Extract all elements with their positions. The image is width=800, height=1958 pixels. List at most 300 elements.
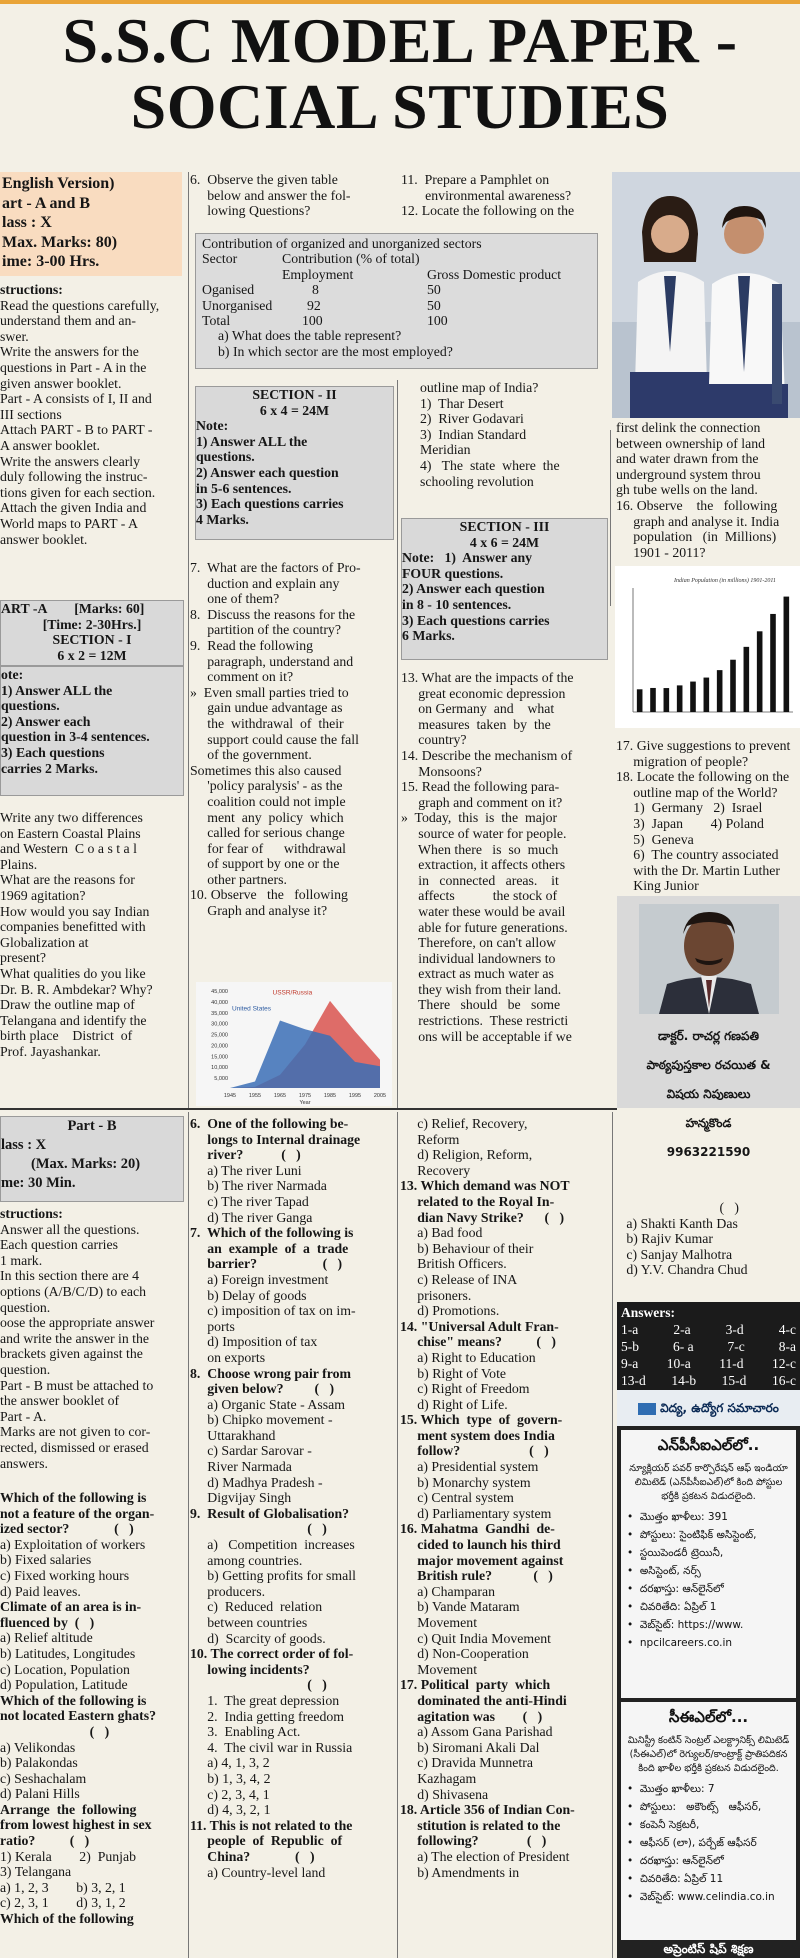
question-line: 1901 - 2011? [616,544,706,560]
notice-heading: ఎన్‌పీసీఐఎల్‌లో.. [657,1436,760,1454]
question-line: in connected areas. it [401,872,559,888]
question-line: ment system does India [400,1427,555,1443]
question-line: 3. Enabling Act. [190,1724,301,1740]
question-line: water these would be avail [401,903,566,919]
question-line: 14. "Universal Adult Fran- [400,1318,559,1334]
header-line: lass : X [2,214,52,231]
notice-bullet: • వెబ్‌సైట్: https://www. [627,1619,744,1631]
instruction-line: Part - A consists of I, II and [0,391,152,407]
instruction-line: given answer booklet. [0,375,122,391]
question-line: people of Republic of [190,1833,343,1849]
question-line: a) Shakti Kanth Das [616,1215,738,1231]
instruction-line: Read the questions carefully, [0,297,160,313]
question-line: partition of the country? [190,622,341,638]
section-line: 3) Each questions carries [196,496,344,512]
question-line: » Today, this is the major [401,810,558,826]
question-line: c) Location, Population [0,1661,130,1677]
x-tick-label: 1945 [223,1093,237,1099]
question-line: 6. Observe the given table [190,172,338,187]
question-line: b) Delay of goods [190,1287,307,1303]
question-line: longs to Internal drainage [190,1131,361,1147]
instruction-line: Part - A. [0,1408,47,1424]
instruction-line: Answer all the questions. [0,1221,140,1237]
section3-questions [401,670,609,1044]
question-line: 4. The civil war in Russia [190,1739,353,1755]
population-bar [690,682,696,712]
question-line: Movement [400,1615,478,1630]
population-bar [664,688,670,712]
question-line: country? [401,732,467,748]
question-line: b) Vande Mataram [400,1599,520,1615]
instruction-line: questions in Part - A in the [0,359,147,375]
question-line: a) Exploitation of workers [0,1536,146,1552]
question-line: the withdrawal of their [190,715,344,731]
exam-header-box [0,172,182,276]
x-tick-label: 1975 [298,1093,312,1099]
question-line: c) The river Tapad [190,1193,309,1209]
question-line: d) The river Ganga [190,1209,313,1225]
question-line: Recovery [400,1162,471,1178]
question-line: King Junior [616,878,699,894]
notice-bullet: • వెబ్‌సైట్: www.celindia.co.in [627,1891,775,1903]
question-line: Monsoons? [401,763,482,779]
question-line: d) Madhya Pradesh - [190,1474,323,1490]
section2-box [195,386,394,540]
y-tick-label: 25,000 [211,1032,228,1039]
part-a-line: 6 x 2 = 12M [57,647,127,663]
question-line: c) Quit India Movement [400,1630,551,1646]
question-line: ( ) [190,1521,327,1537]
question-line: on Eastern Coastal Plains [0,825,141,841]
notice-intro-line: భర్తీకి ప్రకటన విడుదలైంది. [661,1491,756,1502]
author-line: డాక్టర్. రాచర్ల గణపతి [658,1029,759,1043]
question-line: measures taken by the [401,716,551,732]
question-line: 7. Which of the following is [190,1225,354,1241]
section-line: questions. [196,449,255,465]
note-line: ote: [1,667,24,682]
question-line: barrier? ( ) [190,1256,343,1272]
instruction-line: oose the appropriate answer [0,1315,155,1331]
question-line: c) Seshachalam [0,1770,87,1786]
x-tick-label: 1995 [348,1093,362,1099]
question-line: Which of the following is [0,1490,147,1505]
question-line: 14. Describe the mechanism of [401,747,573,763]
question-line: gain undue advantage as [190,700,343,716]
y-tick-label: 15,000 [211,1054,228,1061]
question-line: ment any policy which [190,809,344,825]
author-line: 9963221590 [666,1145,751,1159]
population-bar [784,597,790,712]
instruction-line: Marks are not given to cor- [0,1424,151,1440]
question-line: 10. Observe the following [190,887,348,903]
sectors-table [195,233,598,369]
question-line: Which of the following is [0,1692,147,1708]
note-line: questions. [1,698,60,714]
question-line: prisoners. [400,1287,472,1303]
instruction-line: Write the answers clearly [0,453,141,469]
instruction-line: understand them and an- [0,313,137,329]
question-line: 11. This is not related to the [190,1817,353,1833]
note-line: 1) Answer ALL the [1,682,113,698]
question-line: Dr. B. R. Ambdekar? Why? [0,981,153,997]
question-line: Kazhagam [400,1770,477,1786]
section-line: in 8 - 10 sentences. [402,596,512,612]
section-line: SECTION - III [459,519,550,534]
question-line: 17. Give suggestions to prevent [616,738,791,753]
part-b-col4-questions [616,1200,800,1278]
section-line: 2) Answer each question [196,464,339,480]
question-line: d) Right of Life. [400,1396,508,1412]
notice-bullet: • దరఖాస్తు: ఆన్‌లైన్‌లో [627,1855,724,1867]
question-line: Arrange the following [0,1801,137,1817]
instruction-line: answer booklet. [0,531,88,547]
section-line: 3) Each questions carries [402,612,550,628]
section-line: 1) Answer ALL the [196,433,308,449]
answers-heading: Answers: [621,1305,675,1320]
part-b-line: me: 30 Min. [1,1175,76,1191]
map-item: 4) The state where the [420,457,560,473]
answer-item: 2-a [673,1322,691,1337]
table-row: Unorganised 92 50 [202,297,441,313]
notice-intro-line: లిమిటెడ్ (ఎన్‌పీసీఐఎల్)లో కింది పోస్టుల [634,1477,783,1488]
question-line: 17. Political party which [400,1677,551,1693]
question-line: a) Champaran [400,1583,496,1599]
question-line: a) Relief altitude [0,1630,93,1646]
question-line: graph and comment on it? [401,794,563,810]
question-line: 2. India getting freedom [190,1708,345,1724]
answers-row [621,1355,796,1372]
area-chart-svg [196,982,392,1106]
question-line: What are the reasons for [0,872,135,888]
part-b-line: Part - B [67,1118,117,1134]
table-header-employment: Employment [282,266,354,282]
instruction-line: Write the answers for the [0,344,139,360]
section2-questions [190,560,395,919]
note-line: 2) Answer each [1,713,91,729]
population-bar [770,614,776,712]
answers-row [621,1321,796,1338]
question-line: Climate of an area is in- [0,1599,142,1615]
notice-intro-line: కింది ఖాళీల భర్తీకి ప్రకటన విడుదలైంది. [638,1763,779,1774]
notice-footer: అప్రెంటిస్ షిప్ శిక్షణ [621,1940,796,1958]
legend-us: United States [232,1005,272,1013]
question-line: 5) Geneva [616,831,694,847]
notice-intro-line: (సీఈఎల్)లో రెగ్యులర్/కాంట్రాక్ట్ ప్రాతిపదికన [629,1749,788,1760]
question-line: Prof. Jayashankar. [0,1043,101,1059]
section-line: 2) Answer each question [402,581,545,597]
question-line: between countries [190,1615,308,1630]
question-line: graph and analyse it. India [616,513,780,529]
question-line: environmental awareness? [401,187,572,203]
question-line: for fear of withdrawal [190,840,346,856]
question-line: Which of the following [0,1911,134,1927]
instruction-line: brackets given against the [0,1346,143,1362]
section-line: in 5-6 sentences. [196,480,292,496]
y-tick-label: 40,000 [211,999,228,1006]
instruction-line: duly following the instruc- [0,469,148,485]
question-line: Uttarakhand [190,1427,276,1443]
question-line: they wish from their land. [401,981,562,997]
question-line: a) Right to Education [400,1349,536,1365]
q6-intro [190,172,395,219]
q15-continued-and-q16 [616,420,800,560]
x-tick-label: 1965 [273,1093,287,1099]
question-line: producers. [190,1583,266,1599]
notice-bullet: • అసిస్టెంట్, నర్స్ [627,1565,701,1577]
question-line: a) Velikondas [0,1739,76,1755]
part-b-line: lass : X [1,1137,47,1153]
question-line: ports [190,1318,235,1334]
population-bar [704,678,710,712]
instruction-line: World maps to PART - A [0,515,138,531]
question-line: paragraph, understand and [190,653,354,669]
question-line: given below? ( ) [190,1381,335,1397]
stockpile-area-chart [196,982,392,1106]
instruction-line: Attach the given India and [0,500,147,516]
answer-item: 1-a [621,1322,639,1337]
question-line: duction and explain any [190,575,340,591]
question-line: b) Fixed salaries [0,1552,92,1568]
cel-notice [621,1702,796,1958]
question-line: ized sector? ( ) [0,1521,134,1537]
column-rule [612,1112,613,1958]
section-line: 4 x 6 = 24M [469,534,540,550]
question-line: related to the Royal In- [400,1193,555,1209]
npcil-notice [621,1430,796,1698]
question-line: a) Foreign investment [190,1271,329,1287]
question-line: following? ( ) [400,1833,547,1849]
question-line: below and answer the fol- [190,187,351,203]
question-line: c) Sanjay Malhotra [616,1246,733,1262]
question-line: stitution is related to the [400,1817,561,1833]
section-line: Note: 1) Answer any [402,550,533,566]
instructions-block [0,282,186,547]
question-line: a) 4, 1, 3, 2 [190,1755,270,1771]
question-line: c) Relief, Recovery, [400,1116,528,1131]
instruction-line: Part - B must be attached to [0,1377,154,1393]
question-line: 1. The great depression [190,1692,340,1708]
notice-bullet: • మొత్తం ఖాళీలు: 391 [627,1511,728,1523]
question-line: British Officers. [400,1256,507,1272]
question-line: b) Right of Vote [400,1365,507,1381]
question-line: 15. Which type of govern- [400,1412,563,1428]
question-line: Graph and analyse it? [190,903,328,919]
part-b-col2-questions [190,1116,396,1880]
question-line: ( ) [616,1200,740,1215]
question-line: affects the stock of [401,888,558,904]
question-line: source of water for people. [401,825,567,841]
part-b-box [0,1116,184,1202]
notice-intro-line: న్యూక్లియర్ పవర్ కార్పొరేషన్ ఆఫ్ ఇండియా [629,1463,788,1474]
question-line: d) Y.V. Chandra Chud [616,1262,748,1278]
question-line: on Germany and what [401,701,555,717]
question-line: present? [0,950,46,966]
notice-bullet: • పోస్టులు: సైంటిఫిక్ అసిస్టెంట్, [627,1529,757,1541]
question-line: Telangana and identify the [0,1012,147,1028]
section3-box [401,518,608,660]
part-b-instructions [0,1206,186,1471]
top-accent-bar [0,0,800,4]
answer-item: 9-a [621,1356,639,1371]
question-line: 1) Germany 2) Israel [616,800,763,816]
q12-map-items [420,380,606,489]
answer-item: 4-c [778,1322,796,1337]
question-line: c) Release of INA [400,1271,518,1287]
author-line: హన్మకొండ [685,1116,732,1130]
notice-bullet: • పోస్టులు: అకౌంట్స్ ఆఫీసర్, [627,1801,762,1813]
instruction-line: Each question carries [0,1237,118,1253]
q17-q18 [616,738,800,894]
table-row: Oganised 8 50 [202,282,441,298]
question-line: b) Amendments in [400,1864,520,1880]
question-line: major movement against [400,1552,564,1568]
question-line: 3) Japan 4) Poland [616,815,764,831]
question-line: a) Country-level land [190,1864,326,1880]
section-line: 6 Marks. [402,628,455,644]
notice-bullet: • ఆఫీసర్ (లా), పర్చేజ్ ఆఫీసర్ [627,1837,757,1849]
question-line: a) Organic State - Assam [190,1396,345,1412]
question-line: 13. Which demand was NOT [400,1178,570,1194]
question-line: a) The river Luni [190,1162,302,1178]
question-line: 'policy paralysis' - as the [190,778,343,794]
map-item: schooling revolution [420,473,534,489]
question-line: c) Reduced relation [190,1599,323,1615]
question-line: lowing incidents? [190,1661,310,1677]
answers-row [621,1372,796,1389]
population-bar [730,660,736,712]
question-line: How would you say Indian [0,903,150,919]
answer-item: 13-d [621,1373,646,1388]
notice-intro-line: మినిస్ట్రీ కంటిన్ సెంట్రల్ ఎలక్ట్రానిక్స్ లిమిటెడ్ [627,1735,790,1746]
question-line: b) Latitudes, Longitudes [0,1645,136,1661]
question-line: 12. Locate the following on the [401,203,575,219]
question-line: a) Presidential system [400,1459,539,1475]
map-item: 2) River Godavari [420,411,524,427]
map-item: 3) Indian Standard [420,426,527,442]
y-tick-label: 10,000 [211,1065,228,1072]
question-line: chise" means? ( ) [400,1334,556,1350]
x-tick-label: 1955 [248,1093,262,1099]
question-line: extract as much water as [401,966,554,982]
instruction-line: Attach PART - B to PART - [0,422,153,438]
notice-heading: సీఈఎల్‌లో... [668,1708,749,1726]
question-line: agitation was ( ) [400,1708,543,1724]
question-line: d) Population, Latitude [0,1677,128,1693]
question-line: 11. Prepare a Pamphlet on [401,172,550,187]
question-line: between ownership of land [616,435,766,451]
question-line: d) Scarcity of goods. [190,1630,326,1646]
question-line: a) The election of President [400,1848,570,1864]
question-line: b) Siromani Akali Dal [400,1739,540,1755]
section1-questions [0,810,186,1060]
question-line: 6. One of the following be- [190,1116,349,1131]
question-line: outline map of the World? [616,784,778,800]
question-line: companies benefitted with [0,919,146,935]
question-line: 1969 agitation? [0,887,86,903]
population-chart-svg [615,566,800,728]
question-line: 7. What are the factors of Pro- [190,560,361,575]
legend-ussr: USSR/Russia [272,989,313,997]
question-line: underground system throu [616,466,761,482]
question-line: b) Palakondas [0,1755,78,1771]
question-line: China? ( ) [190,1848,315,1864]
question-line: comment on it? [190,669,294,685]
question-line: restrictions. These restricti [401,1013,569,1029]
question-line: support could cause the fall [190,731,359,747]
part-a-line: ART -A [Marks: 60] [1,601,145,616]
question-line: c) 2, 3, 1 d) 3, 1, 2 [0,1895,126,1911]
column-rule [397,380,398,1108]
question-line: What qualities do you like [0,965,146,981]
notice-bullet: • చివరితేది: ఏప్రిల్ 1 [627,1601,717,1613]
map-item: outline map of India? [420,380,539,395]
author-photo [639,904,779,1014]
table-caption: Contribution of organized and unorganized sectors [202,236,482,251]
author-card [617,896,800,1159]
instruction-line: A answer booklet. [0,437,101,453]
question-line: b) Behaviour of their [400,1240,534,1256]
page-title [0,5,800,142]
column-rule [610,430,611,606]
note-line: question in 3-4 sentences. [1,729,150,745]
instruction-line: the answer booklet of [0,1393,120,1409]
question-line: fluenced by ( ) [0,1614,95,1630]
question-line: not located Eastern ghats? [0,1708,156,1724]
question-line: a) Competition increases [190,1537,355,1553]
instruction-line: options (A/B/C/D) to each [0,1283,146,1299]
question-line: c) Fixed working hours [0,1567,130,1583]
answer-item: 15-d [721,1373,747,1388]
x-tick-label: 1985 [323,1093,337,1099]
question-line: b) 1, 3, 4, 2 [190,1770,271,1786]
question-line: ( ) [0,1723,110,1739]
question-line: River Narmada [190,1459,292,1475]
table-header-contribution: Contribution (% of total) [282,251,420,267]
question-line: Therefore, on can't allow [401,935,557,951]
question-line: ( ) [190,1677,327,1693]
notice-bullet: • చివరితేది: ఏప్రిల్ 11 [627,1873,724,1885]
question-line: 8. Discuss the reasons for the [190,606,356,622]
instruction-line: swer. [0,328,29,344]
question-line: d) Imposition of tax [190,1334,318,1350]
part-a-line: SECTION - I [52,632,132,648]
question-line: c) Sardar Sarovar - [190,1443,312,1459]
question-line: Globalization at [0,934,89,950]
answer-item: 3-d [725,1322,744,1337]
question-line: population (in Millions) [616,529,777,545]
table-header-sector: Sector [202,251,238,267]
column-rule [397,1112,398,1958]
author-line: విషయ నిపుణులు [666,1087,751,1101]
instruction-line: question. [0,1299,51,1315]
instruction-line: 1 mark. [0,1252,43,1268]
jobs-banner: విద్య, ఉద్యోగ సమాచారం [617,1390,800,1426]
part-divider [0,1108,617,1110]
section-line: 4 Marks. [196,511,249,527]
question-line: 6) The country associated [616,847,779,863]
question-line: individual landowners to [401,950,556,966]
question-line: 9. Read the following [190,637,313,653]
section-line: 6 x 4 = 24M [259,402,330,418]
question-line: with the Dr. Martin Luther [616,862,780,878]
question-line: c) Dravida Munnetra [400,1755,533,1771]
book-icon [638,1403,656,1415]
answer-item: 12-c [772,1356,796,1371]
instruction-line: tions given for each section. [0,484,156,500]
question-line: d) Paid leaves. [0,1583,81,1599]
instruction-line: In this section there are 4 [0,1268,140,1284]
part-b-instructions-heading: structions: [0,1206,63,1221]
